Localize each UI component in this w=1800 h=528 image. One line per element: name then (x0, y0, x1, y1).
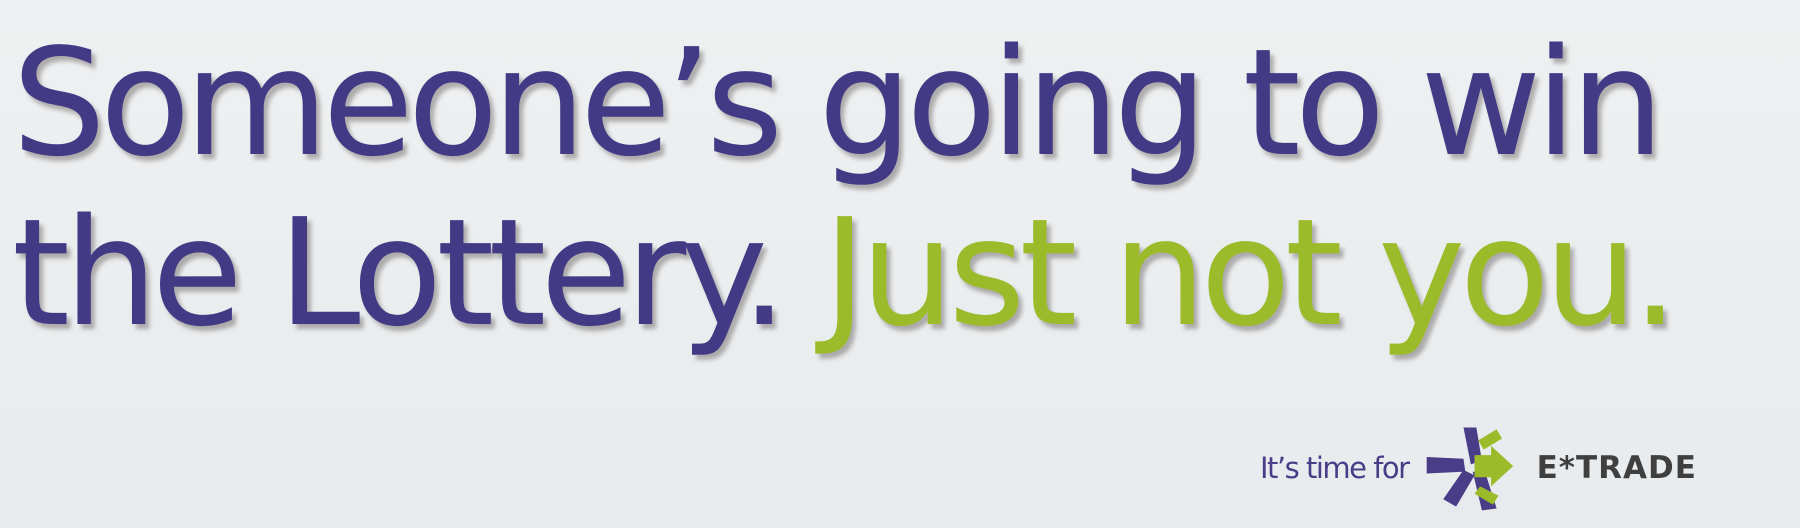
tagline (1260, 438, 1697, 498)
headline-line-2-part-1: the Lottery. (12, 187, 782, 359)
tagline-text: It’s time for (1260, 451, 1409, 485)
etrade-logo-icon (1423, 422, 1515, 514)
headline (12, 18, 1673, 358)
etrade-wordmark: E*TRADE (1536, 450, 1697, 486)
headline-accent-text: Just not you. (822, 187, 1673, 359)
headline-line-1: Someone’s going to win (12, 17, 1659, 189)
headline-line-2 (12, 188, 1673, 358)
